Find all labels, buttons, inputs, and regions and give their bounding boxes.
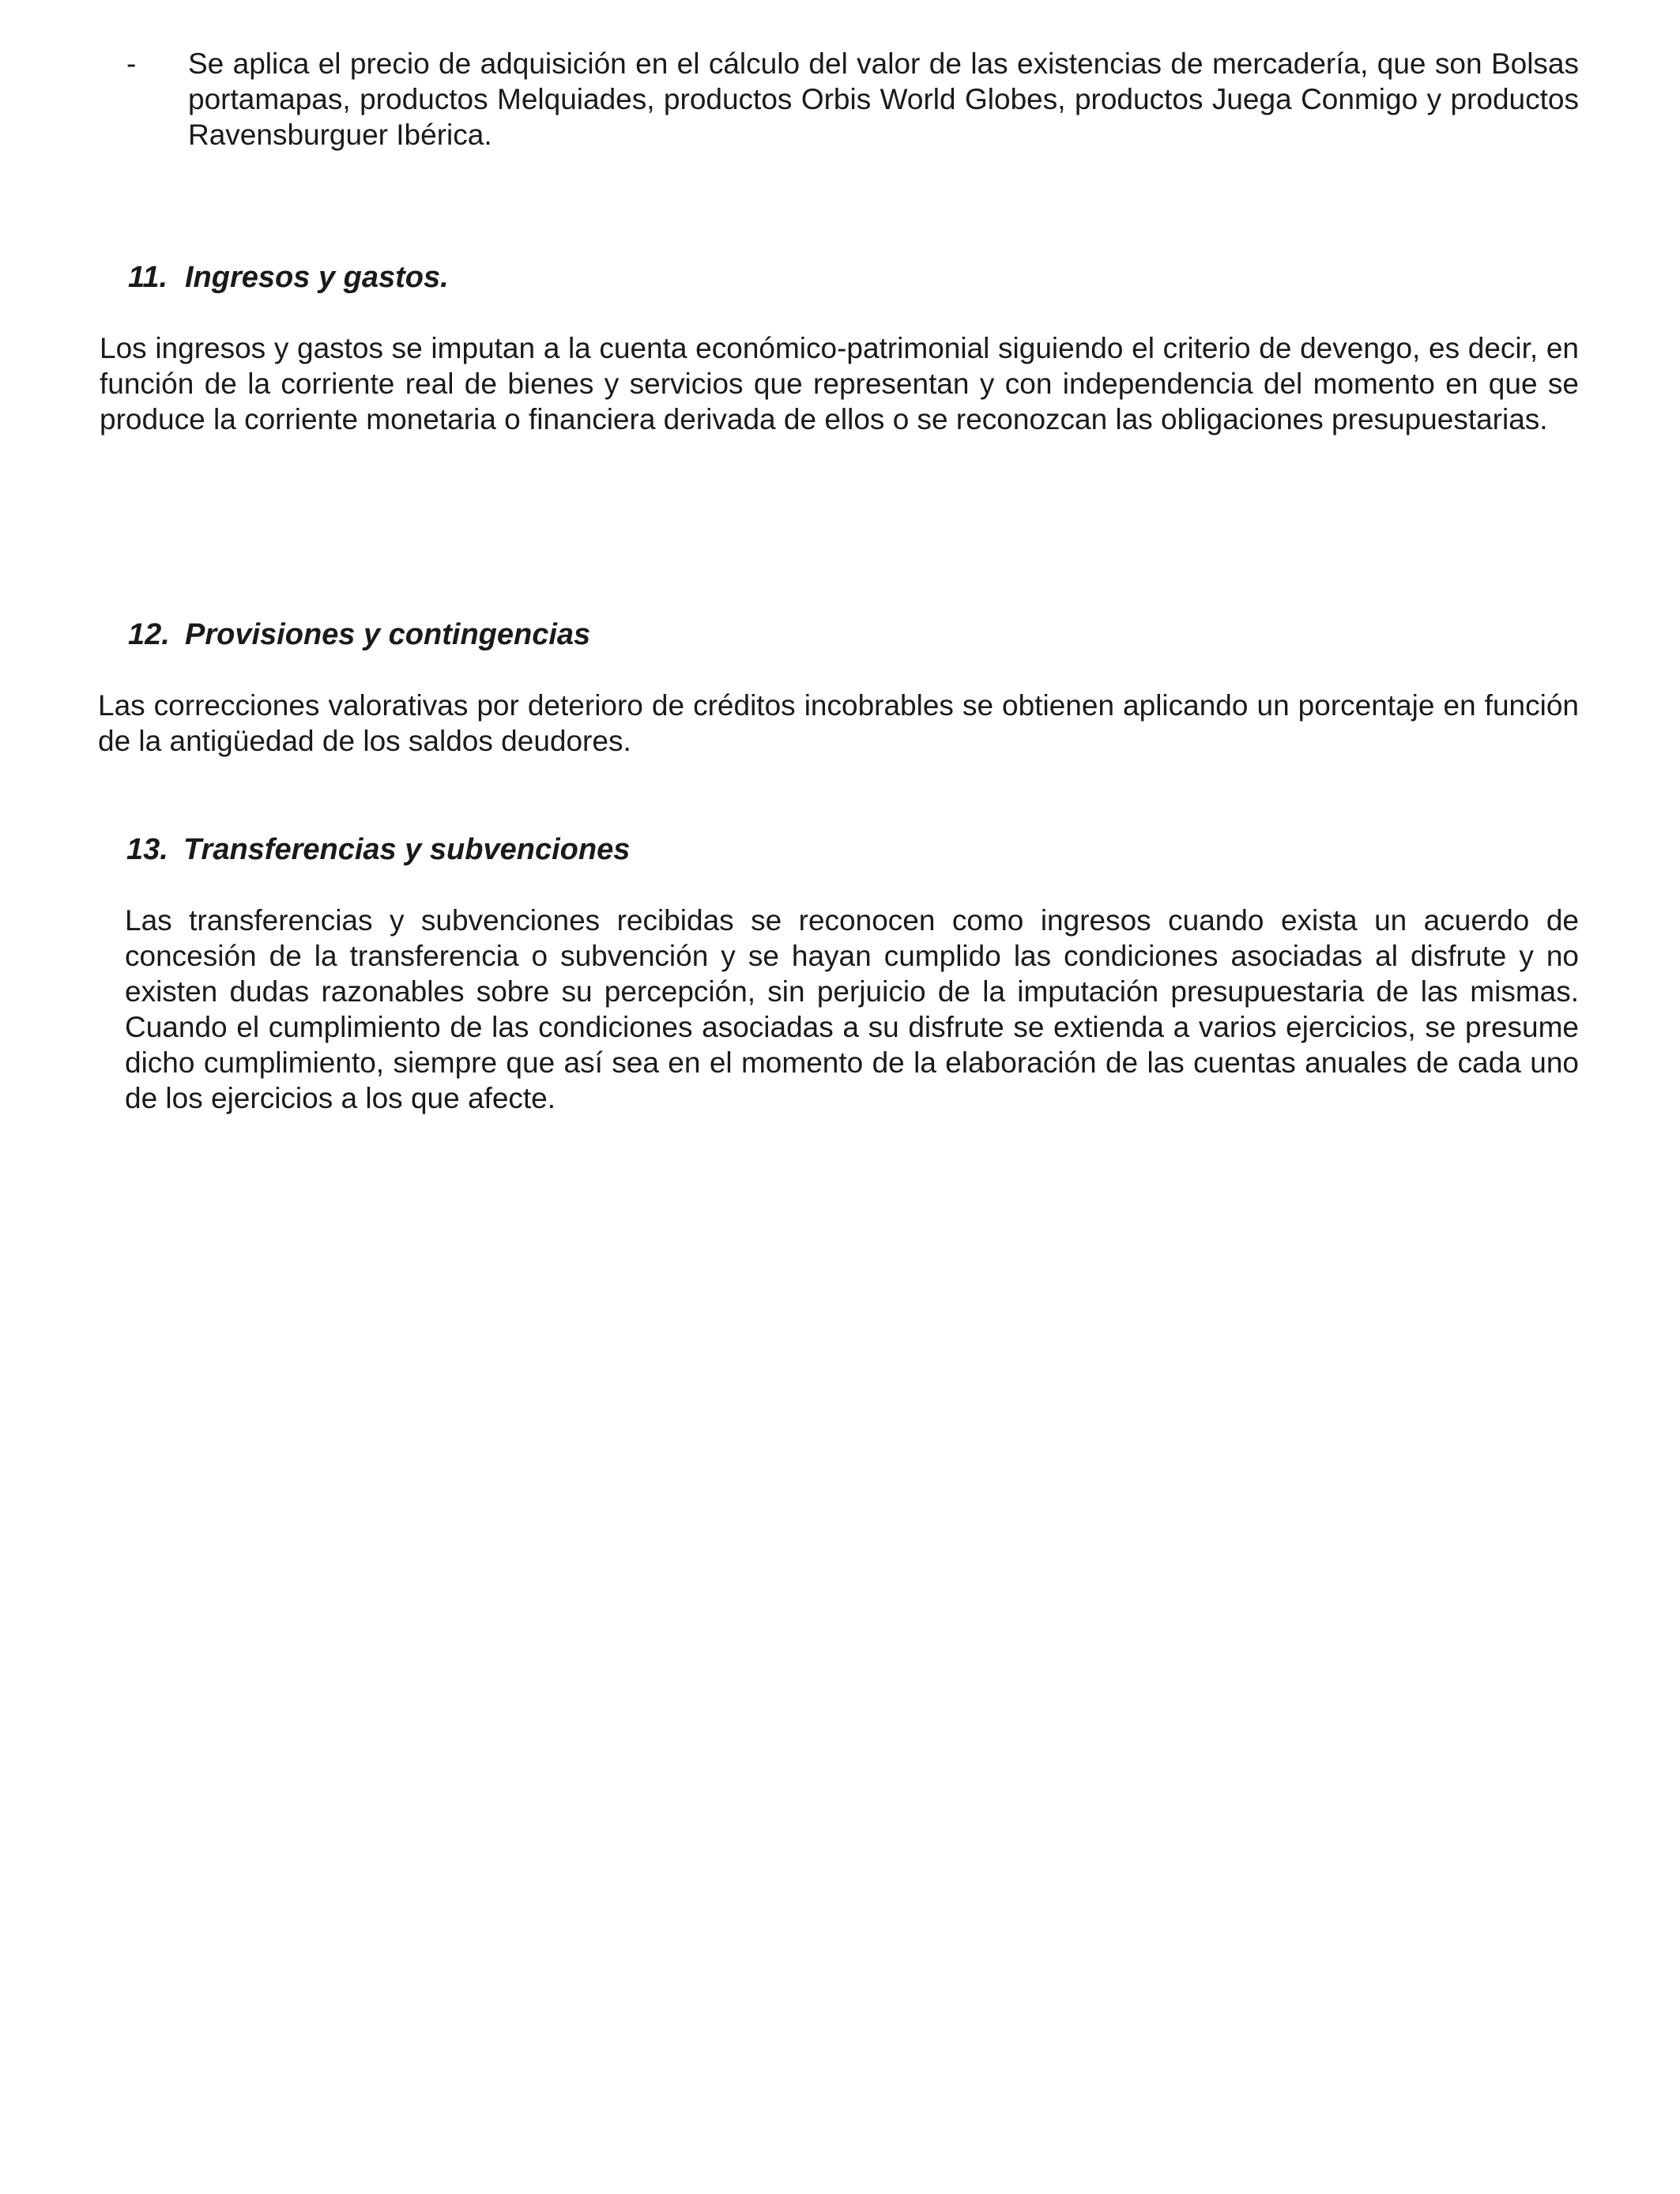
section-13-number: 13. [126,833,168,866]
section-12-title: Provisiones y contingencias [185,618,591,651]
section-11-number: 11. [128,261,168,294]
section-13-title: Transferencias y subvenciones [183,833,631,866]
section-12-heading [128,616,590,653]
section-11-body: Los ingresos y gastos se imputan a la cuenta económico-patrimonial siguiendo el criterio de devengo, es decir, en función de la corriente real de bienes y servicios que representan y con independencia del momento en que se produce la corriente monetaria o financiera derivada de ellos o se reconozcan las obligaciones presupuestarias. [100,332,1579,435]
section-12-body: Las correcciones valorativas por deterioro de créditos incobrables se obtienen aplicando un porcentaje en función de la antigüedad de los saldos deudores. [98,689,1579,757]
bullet-marker: - [126,47,137,80]
section-11-title: Ingresos y gastos. [185,261,449,294]
section-11-heading [128,259,449,296]
section-12-number: 12. [128,618,170,651]
section-13-heading [126,831,630,868]
bullet-paragraph: Se aplica el precio de adquisición en el cálculo del valor de las existencias de mercadería, que son Bolsas portamapas, productos Melquiades, productos Orbis World Globes, productos Juega Conmigo y productos Ravensburguer Ibérica. [188,47,1579,151]
section-13-body: Las transferencias y subvenciones recibidas se reconocen como ingresos cuando exista un acuerdo de concesión de la transferencia o subvención y se hayan cumplido las condiciones asociadas al disfrute y no existen dudas razonables sobre su percepción, sin perjuicio de la imputación presupuestaria de las mismas. Cuando el cumplimiento de las condiciones asociadas a su disfrute se extienda a varios ejercicios, se presume dicho cumplimiento, siempre que así sea en el momento de la elaboración de las cuentas anuales de cada uno de los ejercicios a los que afecte. [125,904,1579,1114]
